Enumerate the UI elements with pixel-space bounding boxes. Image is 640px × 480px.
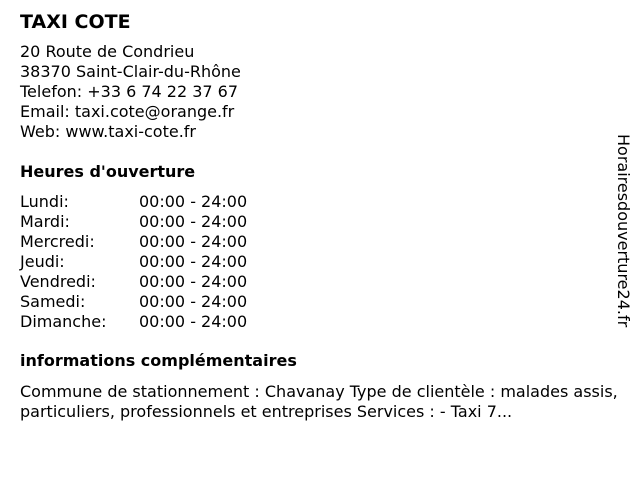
hours-row-monday — [20, 192, 615, 212]
info-description: Commune de stationnement : Chavanay Type de clientèle : malades assis, particuliers, professionnels et entreprises Services : - Taxi 7... — [20, 382, 618, 421]
business-name: TAXI COTE — [20, 11, 131, 33]
hours-time: 00:00 - 24:00 — [139, 232, 248, 251]
hours-day: Lundi: — [20, 192, 69, 211]
hours-day: Jeudi: — [20, 252, 65, 271]
address-city: 38370 Saint-Clair-du-Rhône — [20, 62, 241, 81]
business-card — [20, 10, 618, 422]
hours-time: 00:00 - 24:00 — [139, 252, 248, 271]
hours-row-thursday — [20, 252, 615, 272]
phone-text: Telefon: +33 6 74 22 37 67 — [20, 82, 239, 101]
website-text: Web: www.taxi-cote.fr — [20, 122, 196, 141]
hours-day: Mercredi: — [20, 232, 95, 251]
info-heading: informations complémentaires — [20, 351, 297, 370]
hours-row-saturday — [20, 292, 615, 312]
hours-heading: Heures d'ouverture — [20, 162, 196, 181]
hours-day: Mardi: — [20, 212, 70, 231]
hours-time: 00:00 - 24:00 — [139, 212, 248, 231]
hours-time: 00:00 - 24:00 — [139, 292, 248, 311]
hours-row-tuesday — [20, 212, 615, 232]
hours-day: Vendredi: — [20, 272, 96, 291]
hours-day: Dimanche: — [20, 312, 107, 331]
address-street: 20 Route de Condrieu — [20, 42, 195, 61]
site-watermark-label: Horairesdouverture24.fr — [614, 134, 633, 328]
email-text: Email: taxi.cote@orange.fr — [20, 102, 235, 121]
hours-time: 00:00 - 24:00 — [139, 192, 248, 211]
hours-table — [20, 192, 615, 332]
contact-block — [20, 42, 615, 142]
hours-day: Samedi: — [20, 292, 86, 311]
hours-row-sunday — [20, 312, 615, 332]
hours-time: 00:00 - 24:00 — [139, 312, 248, 331]
hours-row-wednesday — [20, 232, 615, 252]
hours-row-friday — [20, 272, 615, 292]
hours-time: 00:00 - 24:00 — [139, 272, 248, 291]
